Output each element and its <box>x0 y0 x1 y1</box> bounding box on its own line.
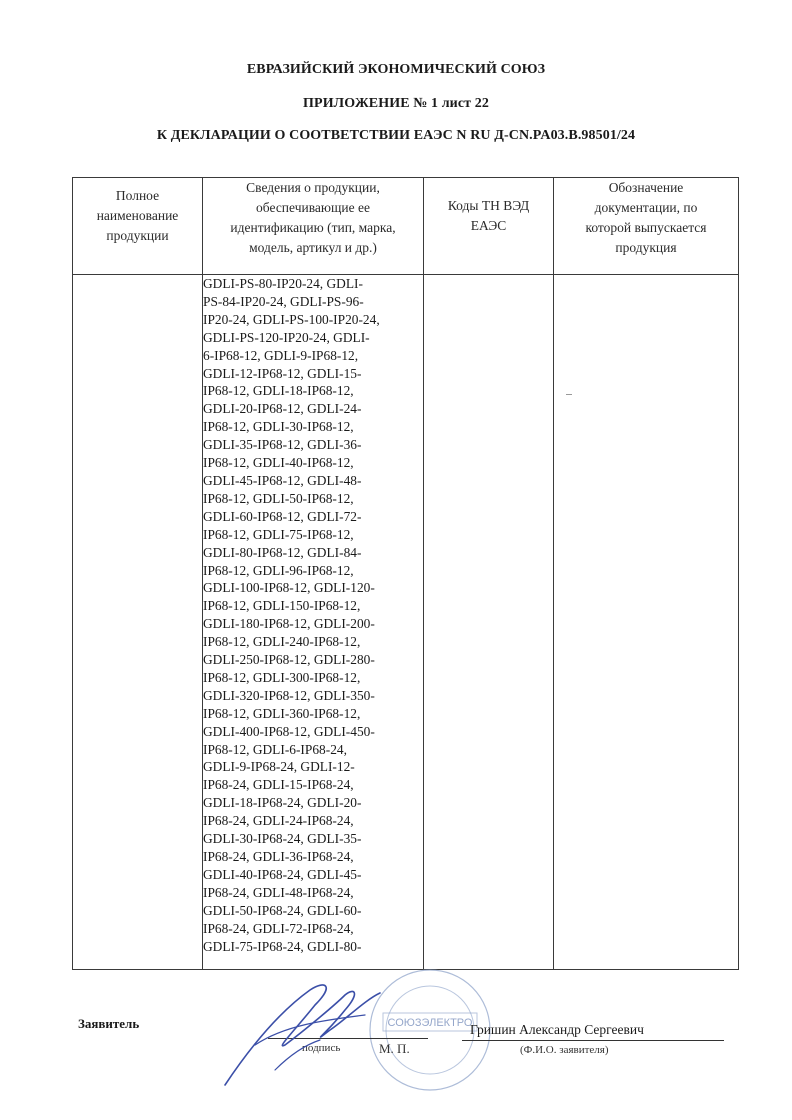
applicant-label: Заявитель <box>78 1016 140 1031</box>
signature-caption: подпись <box>302 1042 341 1054</box>
cell-name <box>73 275 203 970</box>
column-header-identification <box>203 178 424 275</box>
cell-codes <box>424 275 554 970</box>
column-header-codes-text: Коды ТН ВЭД ЕАЭС <box>447 198 530 233</box>
applicant-name: Гришин Александр Сергеевич <box>470 1022 644 1037</box>
table-header-row <box>73 178 739 275</box>
column-header-documentation-text: Обозначение документации, по которой выпускается продукция <box>585 180 707 255</box>
cell-identification: GDLI-PS-80-IP20-24, GDLI- PS-84-IP20-24, GDLI-PS-96- IP20-24, GDLI-PS-100-IP20-24, GDLI-PS-120-IP20-24, GDLI- 6-IP68-12, GDLI-9-IP68-12, GDLI-12-IP68-12, GDLI-15- IP68-12, GDLI-18-IP68-12, GDLI-20-IP68-12, GDLI-24- IP68-12, GDLI-30-IP68-12, GDLI-35-IP68-12, GDLI-36- IP68-12, GDLI-40-IP68-12, GDLI-45-IP68-12, GDLI-48- IP68-12, GDLI-50-IP68-12, GDLI-60-IP68-12, GDLI-72- IP68-12, GDLI-75-IP68-12, GDLI-80-IP68-12, GDLI-84- IP68-12, GDLI-96-IP68-12, GDLI-100-IP68-12, GDLI-120- IP68-12, GDLI-150-IP68-12, GDLI-180-IP68-12, GDLI-200- IP68-12, GDLI-240-IP68-12, GDLI-250-IP68-12, GDLI-280- IP68-12, GDLI-300-IP68-12, GDLI-320-IP68-12, GDLI-350- IP68-12, GDLI-360-IP68-12, GDLI-400-IP68-12, GDLI-450- IP68-12, GDLI-6-IP68-24, GDLI-9-IP68-24, GDLI-12- IP68-24, GDLI-15-IP68-24, GDLI-18-IP68-24, GDLI-20- IP68-24, GDLI-24-IP68-24, GDLI-30-IP68-24, GDLI-35- IP68-24, GDLI-36-IP68-24, GDLI-40-IP68-24, GDLI-45- IP68-24, GDLI-48-IP68-24, GDLI-50-IP68-24, GDLI-60- IP68-24, GDLI-72-IP68-24, GDLI-75-IP68-24, GDLI-80- <box>203 275 424 970</box>
name-line <box>462 1040 724 1041</box>
name-caption: (Ф.И.О. заявителя) <box>520 1044 609 1056</box>
seal-caption: М. П. <box>379 1041 410 1056</box>
declaration-title: К ДЕКЛАРАЦИИ О СООТВЕТСТВИИ ЕАЭС N RU Д-CN.PA03.B.98501/24 <box>156 128 636 143</box>
table-row <box>73 275 739 970</box>
column-header-identification-text: Сведения о продукции, обеспечивающие ее идентификацию (тип, марка, модель, артикул и др.) <box>230 180 396 255</box>
column-header-name <box>73 178 203 275</box>
union-title: ЕВРАЗИЙСКИЙ ЭКОНОМИЧЕСКИЙ СОЮЗ <box>246 62 546 77</box>
appendix-title: ПРИЛОЖЕНИЕ № 1 лист 22 <box>303 96 489 111</box>
column-header-documentation <box>554 178 739 275</box>
cell-documentation <box>554 275 739 970</box>
handwritten-signature <box>215 975 395 1095</box>
column-header-name-text: Полное наименование продукции <box>96 188 179 243</box>
stamp-text: СОЮЗЭЛЕКТРО <box>387 1017 473 1029</box>
documentation-dash <box>566 394 572 395</box>
products-table <box>72 177 739 970</box>
column-header-codes <box>424 178 554 275</box>
